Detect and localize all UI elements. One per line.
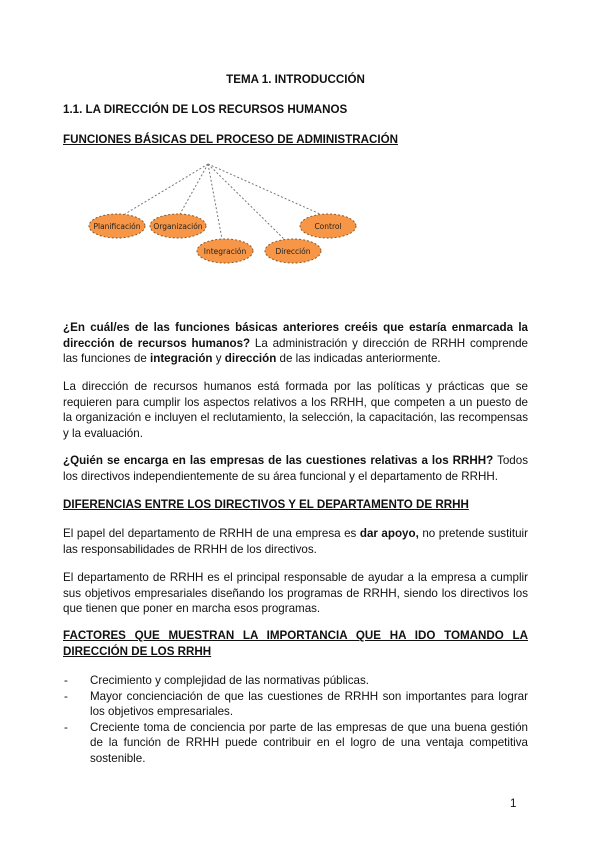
document-title: TEMA 1. INTRODUCCIÓN — [226, 73, 365, 86]
factores-list — [63, 673, 528, 766]
text: de las indicadas anteriormente. — [276, 352, 441, 365]
list-item: - Creciente toma de conciencia por parte de las empresas de que una buena gestión de la función de RRHH puede contribuir en el logro de una ventaja competitiva sostenible. — [63, 720, 528, 767]
heading-factores: FACTORES QUE MUESTRAN LA IMPORTANCIA QUE HA IDO TOMANDO LA DIRECCIÓN DE LOS RRHH — [63, 629, 528, 658]
text: La administración y dirección de RRHH comprende las funciones de — [63, 336, 528, 365]
text: no pretende sustituir las responsabilidades de RRHH de los directivos. — [63, 527, 528, 556]
functions-diagram — [0, 0, 600, 300]
text: y — [212, 352, 225, 365]
question: ¿Quién se encarga en las empresas de las cuestiones relativas a los RRHH? — [63, 454, 494, 467]
list-item: - Mayor concienciación de que las cuestiones de RRHH son importantes para lograr los objetivos empresariales. — [63, 689, 528, 720]
connector — [180, 164, 208, 214]
list-item: - Crecimiento y complejidad de las normativas públicas. — [63, 673, 528, 689]
paragraph-question-2 — [63, 453, 528, 484]
paragraph-apoyo — [63, 526, 528, 557]
node-label: Integración — [203, 247, 247, 256]
node-label: Organización — [153, 222, 203, 231]
text: integración — [150, 352, 213, 365]
text: dar apoyo, — [359, 527, 419, 540]
text: Todos los directivos independientemente de su área funcional y el departamento de RRHH. — [63, 454, 529, 483]
node-label: Planificación — [93, 222, 141, 231]
text: El papel del departamento de RRHH de una empresa es — [63, 527, 360, 540]
node-label: Dirección — [275, 247, 311, 256]
paragraph-question-1 — [63, 320, 528, 367]
paragraph-definition: La dirección de recursos humanos está formada por las políticas y prácticas que se requieren para cumplir los aspectos relativos a los RRHH, que competen a un puesto de la organización e incluyen el reclutamiento, la selección, la capacitación, las recompensas y la evaluación. — [63, 380, 528, 440]
heading-diferencias: DIFERENCIAS ENTRE LOS DIRECTIVOS Y EL DEPARTAMENTO DE RRHH — [63, 498, 469, 511]
heading-funciones: FUNCIONES BÁSICAS DEL PROCESO DE ADMINISTRACIÓN — [63, 133, 398, 146]
connector — [125, 164, 208, 214]
node-label: Control — [314, 222, 342, 231]
section-heading: 1.1. LA DIRECCIÓN DE LOS RECURSOS HUMANOS — [63, 103, 348, 116]
question: ¿En cuál/es de las funciones básicas anteriores creéis que estaría enmarcada la dirección de recursos humanos? — [63, 321, 528, 350]
paragraph-departamento: El departamento de RRHH es el principal responsable de ayudar a la empresa a cumplir sus objetivos empresariales diseñando los programas de RRHH, siendo los directivos los que tienen que poner en marcha esos programas. — [63, 571, 528, 615]
connector — [208, 164, 320, 214]
page-number: 1 — [510, 797, 517, 810]
text: dirección — [224, 352, 277, 365]
